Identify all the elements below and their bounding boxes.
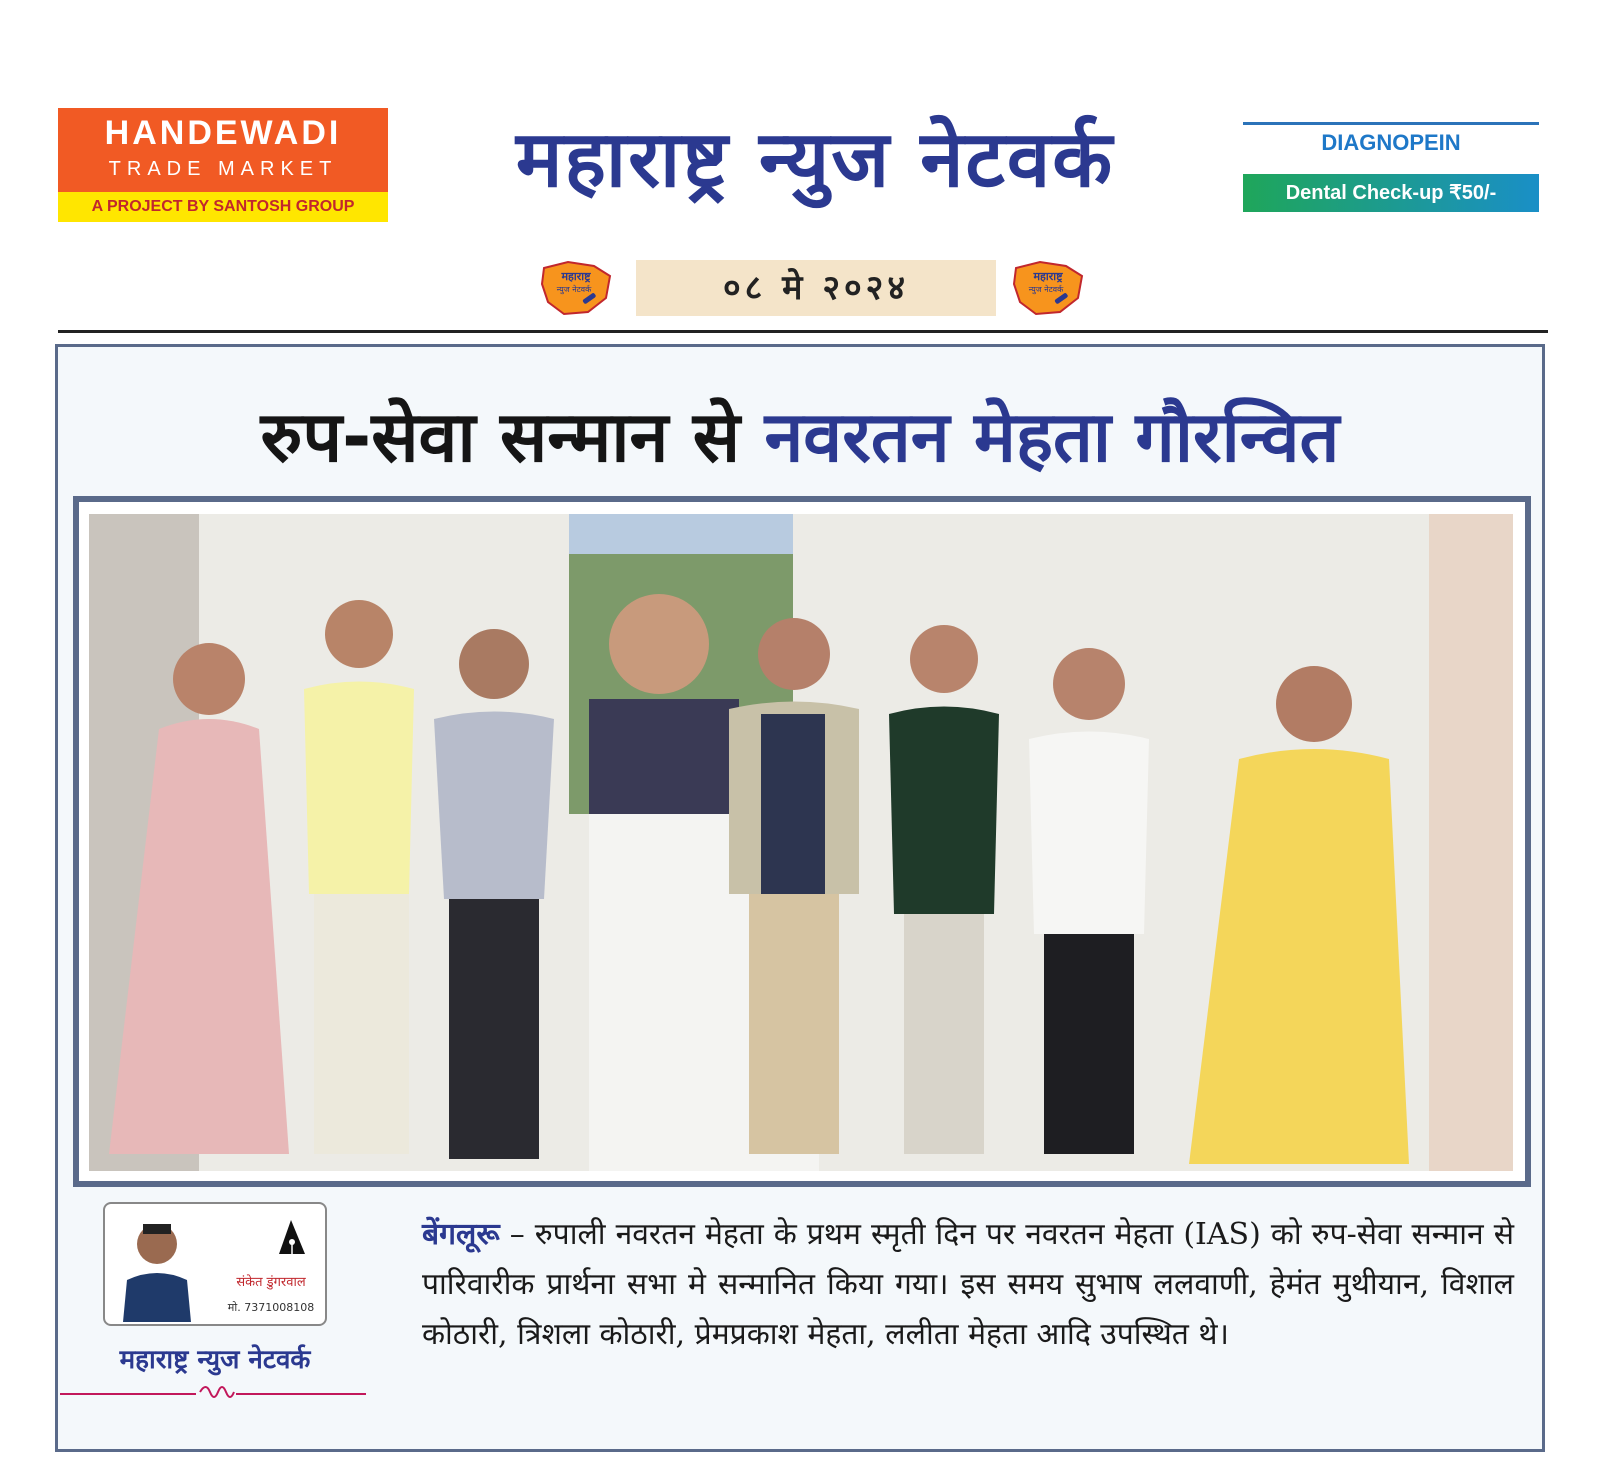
article-text: रुपाली नवरतन मेहता के प्रथम स्मृती दिन पर नवरतन मेहता (IAS) को रुप-सेवा सन्मान से पारिवारीक प्रार्थना सभा मे सन्मानित किया गया। इस समय सुभाष ललवाणी, हेमंत मुथीयान, विशाल कोठारी, त्रिशला कोठारी, प्रेमप्रकाश मेहता, ललीता मेहता आदि उपस्थित थे। — [422, 1217, 1514, 1352]
reporter-phone: मो. 7371008108 — [227, 1301, 315, 1314]
header-divider — [58, 330, 1548, 333]
issue-date: ०८ मे २०२४ — [636, 260, 996, 316]
handewadi-ad-tagline: A PROJECT BY SANTOSH GROUP — [58, 192, 388, 222]
diagnopein-ad-brand: DIAGNOPEIN — [1321, 130, 1461, 155]
svg-text:न्युज नेटवर्क: न्युज नेटवर्क — [556, 285, 592, 294]
handewadi-ad-banner — [58, 108, 388, 192]
maharashtra-map-logo-icon — [538, 258, 614, 318]
headline-part-2: नवरतन मेहता गौरन्वित — [764, 396, 1340, 478]
fountain-pen-icon — [265, 1214, 315, 1260]
handewadi-ad[interactable] — [58, 108, 388, 222]
diagnopein-ad-offer: Dental Check-up ₹50/- — [1243, 174, 1539, 212]
headline-part-1: रुप-सेवा सन्मान से — [260, 396, 741, 478]
diagnopein-ad[interactable] — [1243, 122, 1539, 212]
footer-brand: महाराष्ट्र न्युज नेटवर्क — [119, 1345, 311, 1375]
svg-text:न्युज नेटवर्क: न्युज नेटवर्क — [1028, 285, 1064, 294]
dateline-dash: – — [499, 1217, 535, 1252]
article-dateline: बेंगलूरू — [422, 1217, 500, 1252]
maharashtra-map-logo-icon — [1010, 258, 1086, 318]
group-photo — [89, 514, 1513, 1171]
article-body — [422, 1210, 1514, 1360]
masthead-title: महाराष्ट्र न्युज नेटवर्क — [515, 115, 1115, 205]
handewadi-ad-title: HANDEWADI — [104, 114, 342, 152]
reporter-photo — [117, 1210, 197, 1322]
handewadi-ad-subtitle: TRADE MARKET — [108, 158, 338, 180]
svg-text:महाराष्ट्र: महाराष्ट्र — [1033, 270, 1063, 283]
ad-divider — [1243, 122, 1539, 125]
svg-text:महाराष्ट्र: महाराष्ट्र — [561, 270, 591, 283]
article-headline — [65, 382, 1535, 492]
reporter-name: संकेत डुंगरवाल — [236, 1275, 306, 1290]
flourish-ornament-icon — [196, 1380, 236, 1404]
